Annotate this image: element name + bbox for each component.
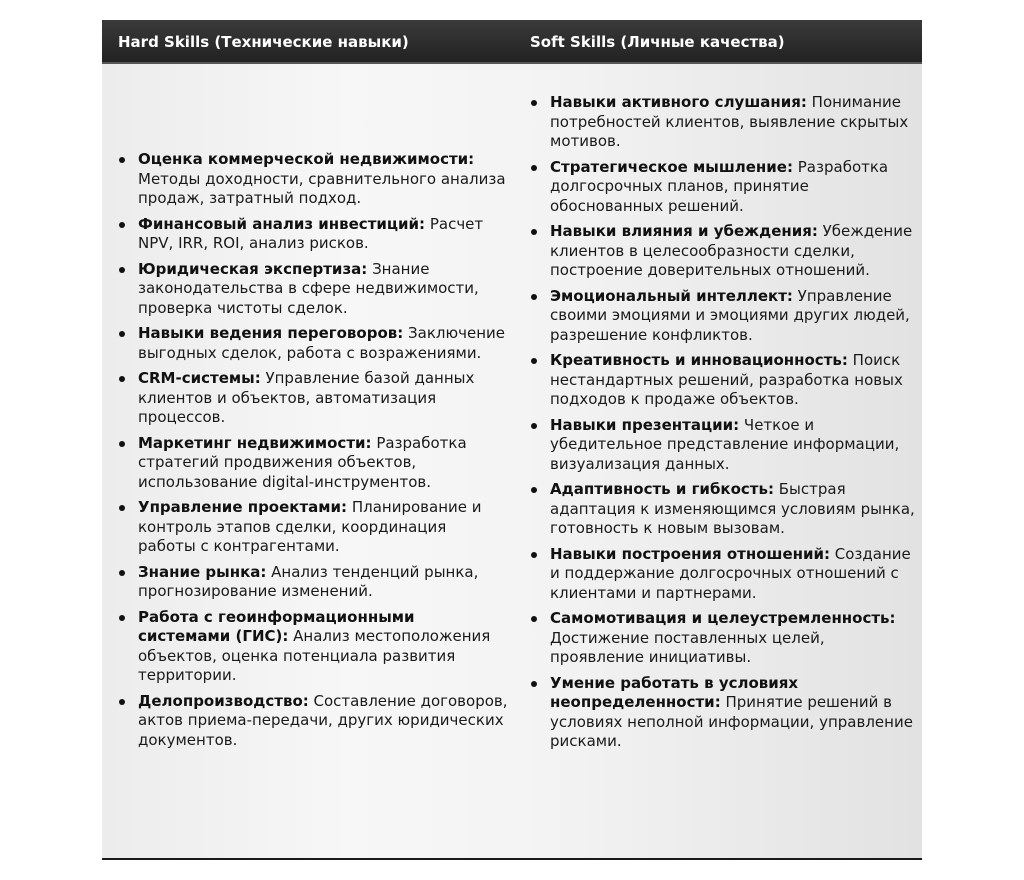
soft-skill-description: Принятие решений в условиях неполной информации, управление рисками. (550, 693, 913, 750)
bullet-icon (531, 423, 537, 429)
soft-skill-term: Эмоциональный интеллект: (550, 286, 793, 305)
bullet-icon (531, 358, 537, 364)
soft-skill-item (550, 158, 915, 217)
soft-skill-item (550, 674, 915, 752)
bullet-icon (531, 552, 537, 558)
bullet-icon (531, 165, 537, 171)
soft-skill-item (550, 416, 915, 475)
hard-skill-term: Работа с геоинформационными системами (ГИС): (138, 607, 415, 645)
hard-skill-description: Управление базой данных клиентов и объектов, автоматизация процессов. (138, 369, 475, 426)
soft-skill-term: Навыки активного слушания: (550, 93, 807, 111)
bullet-icon (119, 615, 125, 621)
hard-skill-item (138, 692, 508, 751)
soft-skill-description: Четкое и убедительное представление информации, визуализация данных. (550, 415, 900, 473)
bullet-icon (531, 229, 537, 235)
soft-skill-item (550, 222, 915, 281)
bullet-icon (119, 699, 125, 705)
bullet-icon (531, 616, 537, 622)
bullet-icon (119, 376, 125, 382)
hard-skill-term: Финансовый анализ инвестиций: (138, 214, 426, 233)
soft-skill-term: Адаптивность и гибкость: (550, 480, 774, 498)
hard-skill-term: Маркетинг недвижимости: (138, 433, 372, 452)
soft-skills-column (550, 93, 915, 758)
hard-skill-item (138, 215, 508, 254)
soft-skill-item (550, 545, 915, 604)
soft-skill-item (550, 480, 915, 539)
bullet-icon (119, 441, 125, 447)
bullet-icon (531, 294, 537, 300)
soft-skill-term: Самомотивация и целеустремленность: (550, 609, 896, 627)
hard-skill-term: Знание рынка: (138, 562, 267, 581)
hard-skill-item (138, 608, 508, 686)
hard-skill-item (138, 260, 508, 319)
soft-skill-description: Понимание потребностей клиентов, выявление скрытых мотивов. (550, 93, 909, 150)
hard-skill-term: Юридическая экспертиза: (138, 259, 368, 278)
bullet-icon (119, 570, 125, 576)
soft-skill-term: Навыки построения отношений: (550, 544, 830, 563)
hard-skill-term: Оценка коммерческой недвижимости: (138, 150, 475, 168)
soft-skill-item (550, 93, 915, 152)
soft-skill-item (550, 351, 915, 410)
table-header (102, 20, 922, 64)
hard-skill-term: Делопроизводство: (138, 691, 309, 710)
hard-skill-description: Методы доходности, сравнительного анализа продаж, затратный подход. (138, 169, 506, 207)
hard-skill-item (138, 434, 508, 493)
hard-skill-description: Разработка стратегий продвижения объектов, использование digital-инструментов. (138, 433, 467, 491)
header-hard-skills: Hard Skills (Технические навыки) (118, 33, 409, 51)
hard-skill-item (138, 498, 508, 557)
hard-skill-item (138, 369, 508, 428)
soft-skill-description: Разработка долгосрочных планов, принятие обоснованных решений. (550, 157, 889, 215)
soft-skills-list (550, 93, 915, 752)
hard-skill-description: Составление договоров, актов приема-передачи, других юридических документов. (138, 691, 508, 749)
soft-skill-description: Достижение поставленных целей, проявление инициативы. (550, 628, 825, 666)
header-soft-skills: Soft Skills (Личные качества) (530, 33, 785, 51)
bullet-icon (119, 267, 125, 273)
skills-table (102, 20, 922, 860)
bullet-icon (531, 100, 537, 106)
hard-skill-description: Планирование и контроль этапов сделки, координация работы с контрагентами. (138, 498, 482, 555)
bullet-icon (531, 487, 537, 493)
soft-skill-item (550, 609, 915, 668)
soft-skill-item (550, 287, 915, 346)
hard-skill-description: Расчет NPV, IRR, ROI, анализ рисков. (138, 214, 484, 252)
bullet-icon (531, 681, 537, 687)
hard-skill-description: Анализ местоположения объектов, оценка потенциала развития территории. (138, 627, 491, 684)
soft-skill-term: Креативность и инновационность: (550, 351, 848, 369)
hard-skills-column (138, 150, 508, 756)
hard-skill-term: Навыки ведения переговоров: (138, 324, 404, 342)
hard-skill-item (138, 324, 508, 363)
hard-skill-term: Управление проектами: (138, 498, 348, 516)
soft-skill-term: Умение работать в условиях неопределенности: (550, 673, 799, 711)
hard-skills-list (138, 150, 508, 750)
hard-skill-term: CRM-системы: (138, 369, 261, 387)
hard-skill-item (138, 150, 508, 209)
soft-skill-description: Быстрая адаптация к изменяющимся условиям рынка, готовность к новым вызовам. (550, 480, 915, 537)
soft-skill-term: Стратегическое мышление: (550, 157, 793, 176)
hard-skill-item (138, 563, 508, 602)
bullet-icon (119, 505, 125, 511)
bullet-icon (119, 222, 125, 228)
bullet-icon (119, 157, 125, 163)
soft-skill-description: Создание и поддержание долгосрочных отношений с клиентами и партнерами. (550, 544, 911, 602)
hard-skill-description: Анализ тенденций рынка, прогнозирование изменений. (138, 562, 479, 600)
bullet-icon (119, 331, 125, 337)
hard-skill-description: Заключение выгодных сделок, работа с возражениями. (138, 324, 505, 362)
soft-skill-description: Поиск нестандартных решений, разработка новых подходов к продаже объектов. (550, 351, 903, 408)
soft-skill-description: Убеждение клиентов в целесообразности сделки, построение доверительных отношений. (550, 222, 913, 279)
soft-skill-term: Навыки презентации: (550, 415, 740, 434)
soft-skill-term: Навыки влияния и убеждения: (550, 222, 818, 240)
hard-skill-description: Знание законодательства в сфере недвижимости, проверка чистоты сделок. (138, 259, 479, 317)
soft-skill-description: Управление своими эмоциями и эмоциями других людей, разрешение конфликтов. (550, 286, 910, 344)
